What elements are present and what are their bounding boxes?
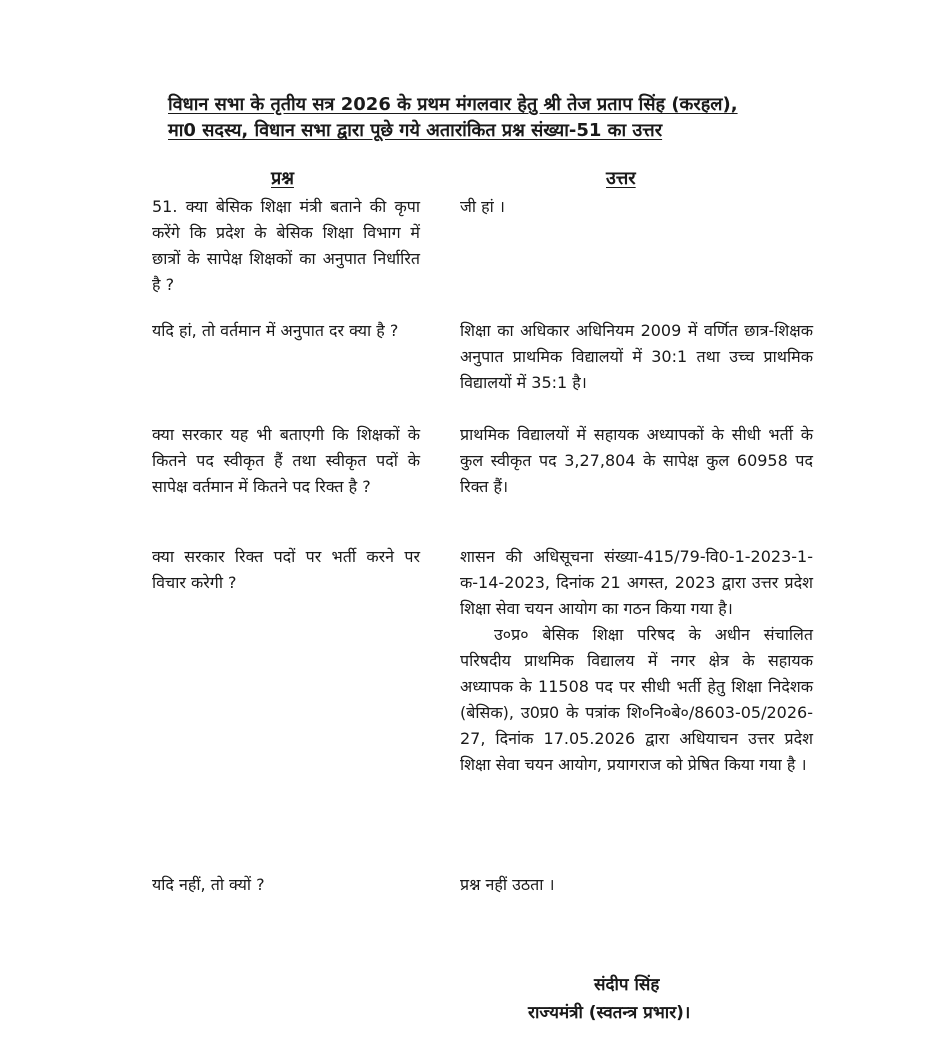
- signatory-designation: राज्यमंत्री (स्वतन्त्र प्रभार)।: [528, 1003, 691, 1023]
- answer-4: [460, 544, 813, 778]
- answer-1: जी हां ।: [460, 197, 505, 216]
- question-5: यदि नहीं, तो क्यों ?: [152, 875, 265, 894]
- question-1: 51. क्या बेसिक शिक्षा मंत्री बताने की कृपा करेंगे कि प्रदेश के बेसिक शिक्षा विभाग में छात्रों के सापेक्ष शिक्षकों का अनुपात निर्धारित है ?: [152, 197, 420, 294]
- question-4: क्या सरकार रिक्त पदों पर भर्ती करने पर विचार करेगी ?: [152, 547, 420, 592]
- heading-line-2: मा0 सदस्य, विधान सभा द्वारा पूछे गये अतारांकित प्रश्न संख्या-51 का उत्तर: [168, 120, 663, 141]
- answer-4-paragraph-2: उ०प्र० बेसिक शिक्षा परिषद के अधीन संचालित परिषदीय प्राथमिक विद्यालय में नगर क्षेत्र के सहायक अध्यापक के 11508 पद पर सीधी भर्ती हेतु शिक्षा निदेशक (बेसिक), उ0प्र0 के पत्रांक शि०नि०बे०/8603-05/2026-27, दिनांक 17.05.2026 द्वारा अधियाचन उत्तर प्रदेश शिक्षा सेवा चयन आयोग, प्रयागराज को प्रेषित किया गया है ।: [460, 625, 813, 774]
- document-heading: [168, 92, 848, 144]
- heading-line-1: विधान सभा के तृतीय सत्र 2026 के प्रथम मंगलवार हेतु श्री तेज प्रताप सिंह (करहल),: [168, 94, 738, 115]
- question-2: यदि हां, तो वर्तमान में अनुपात दर क्या है ?: [152, 321, 399, 340]
- answer-3: प्राथमिक विद्यालयों में सहायक अध्यापकों के सीधी भर्ती के कुल स्वीकृत पद 3,27,804 के सापेक्ष कुल 60958 पद रिक्त हैं।: [460, 425, 813, 496]
- answer-column-heading: उत्तर: [606, 168, 636, 189]
- answer-4-paragraph-1: शासन की अधिसूचना संख्या-415/79-वि0-1-2023-1-क-14-2023, दिनांक 21 अगस्त, 2023 द्वारा उत्तर प्रदेश शिक्षा सेवा चयन आयोग का गठन किया गया है।: [460, 547, 813, 618]
- question-column-heading: प्रश्न: [271, 168, 294, 189]
- answer-5: प्रश्न नहीं उठता ।: [460, 875, 555, 894]
- answer-2: शिक्षा का अधिकार अधिनियम 2009 में वर्णित छात्र-शिक्षक अनुपात प्राथमिक विद्यालयों में 30:1 तथा उच्च प्राथमिक विद्यालयों में 35:1 है।: [460, 321, 813, 392]
- signatory-name: संदीप सिंह: [594, 975, 660, 995]
- question-3: क्या सरकार यह भी बताएगी कि शिक्षकों के कितने पद स्वीकृत हैं तथा स्वीकृत पदों के सापेक्ष वर्तमान में कितने पद रिक्त है ?: [152, 425, 420, 496]
